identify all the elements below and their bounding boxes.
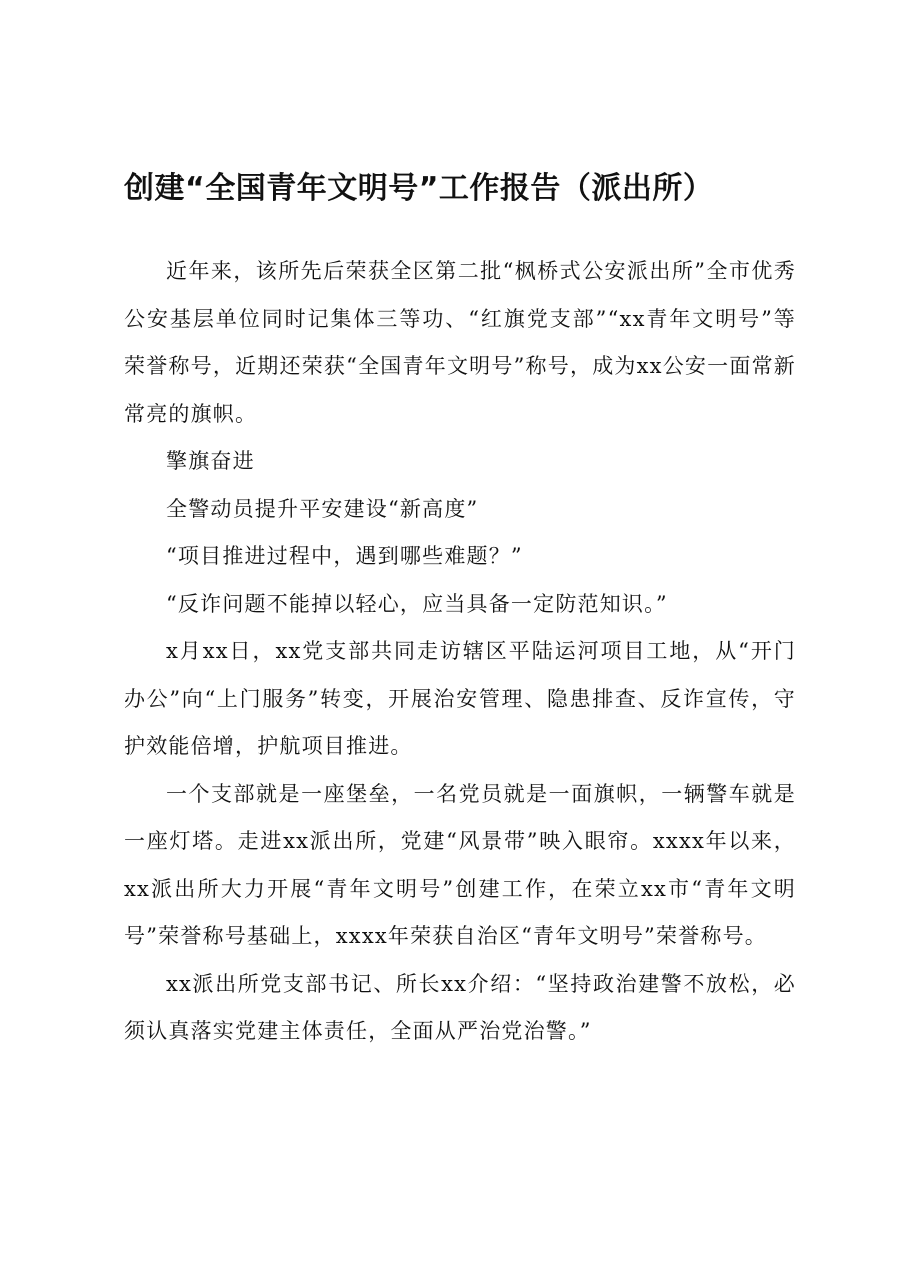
paragraph-intro: 近年来，该所先后荣获全区第二批“枫桥式公安派出所”全市优秀公安基层单位同时记集体三等功、“红旗党支部”“xx青年文明号”等荣誉称号，近期还荣获“全国青年文明号”称号，成为xx公安一面常新常亮的旗帜。	[124, 259, 796, 426]
document-body	[124, 248, 796, 1056]
paragraph-heading-2: 全警动员提升平安建设“新高度”	[166, 496, 479, 521]
paragraph-secretary: xx派出所党支部书记、所长xx介绍：“坚持政治建警不放松，必须认真落实党建主体责任，全面从严治党治警。”	[124, 971, 796, 1043]
paragraph-branch: 一个支部就是一座堡垒，一名党员就是一面旗帜，一辆警车就是一座灯塔。走进xx派出所，党建“风景带”映入眼帘。xxxx年以来，xx派出所大力开展“青年文明号”创建工作，在荣立xx市“青年文明号”荣誉称号基础上，xxxx年荣获自治区“青年文明号”荣誉称号。	[124, 781, 796, 948]
paragraph-visit: x月xx日，xx党支部共同走访辖区平陆运河项目工地，从“开门办公”向“上门服务”转变，开展治安管理、隐患排查、反诈宣传，守护效能倍增，护航项目推进。	[124, 639, 796, 758]
paragraph-quote-2: “反诈问题不能掉以轻心，应当具备一定防范知识。”	[166, 591, 668, 616]
document-title: 创建“全国青年文明号”工作报告（派出所）	[124, 171, 714, 206]
paragraph-quote-1: “项目推进过程中，遇到哪些难题？”	[166, 544, 523, 568]
paragraph-heading-1: 擎旗奋进	[166, 449, 255, 473]
